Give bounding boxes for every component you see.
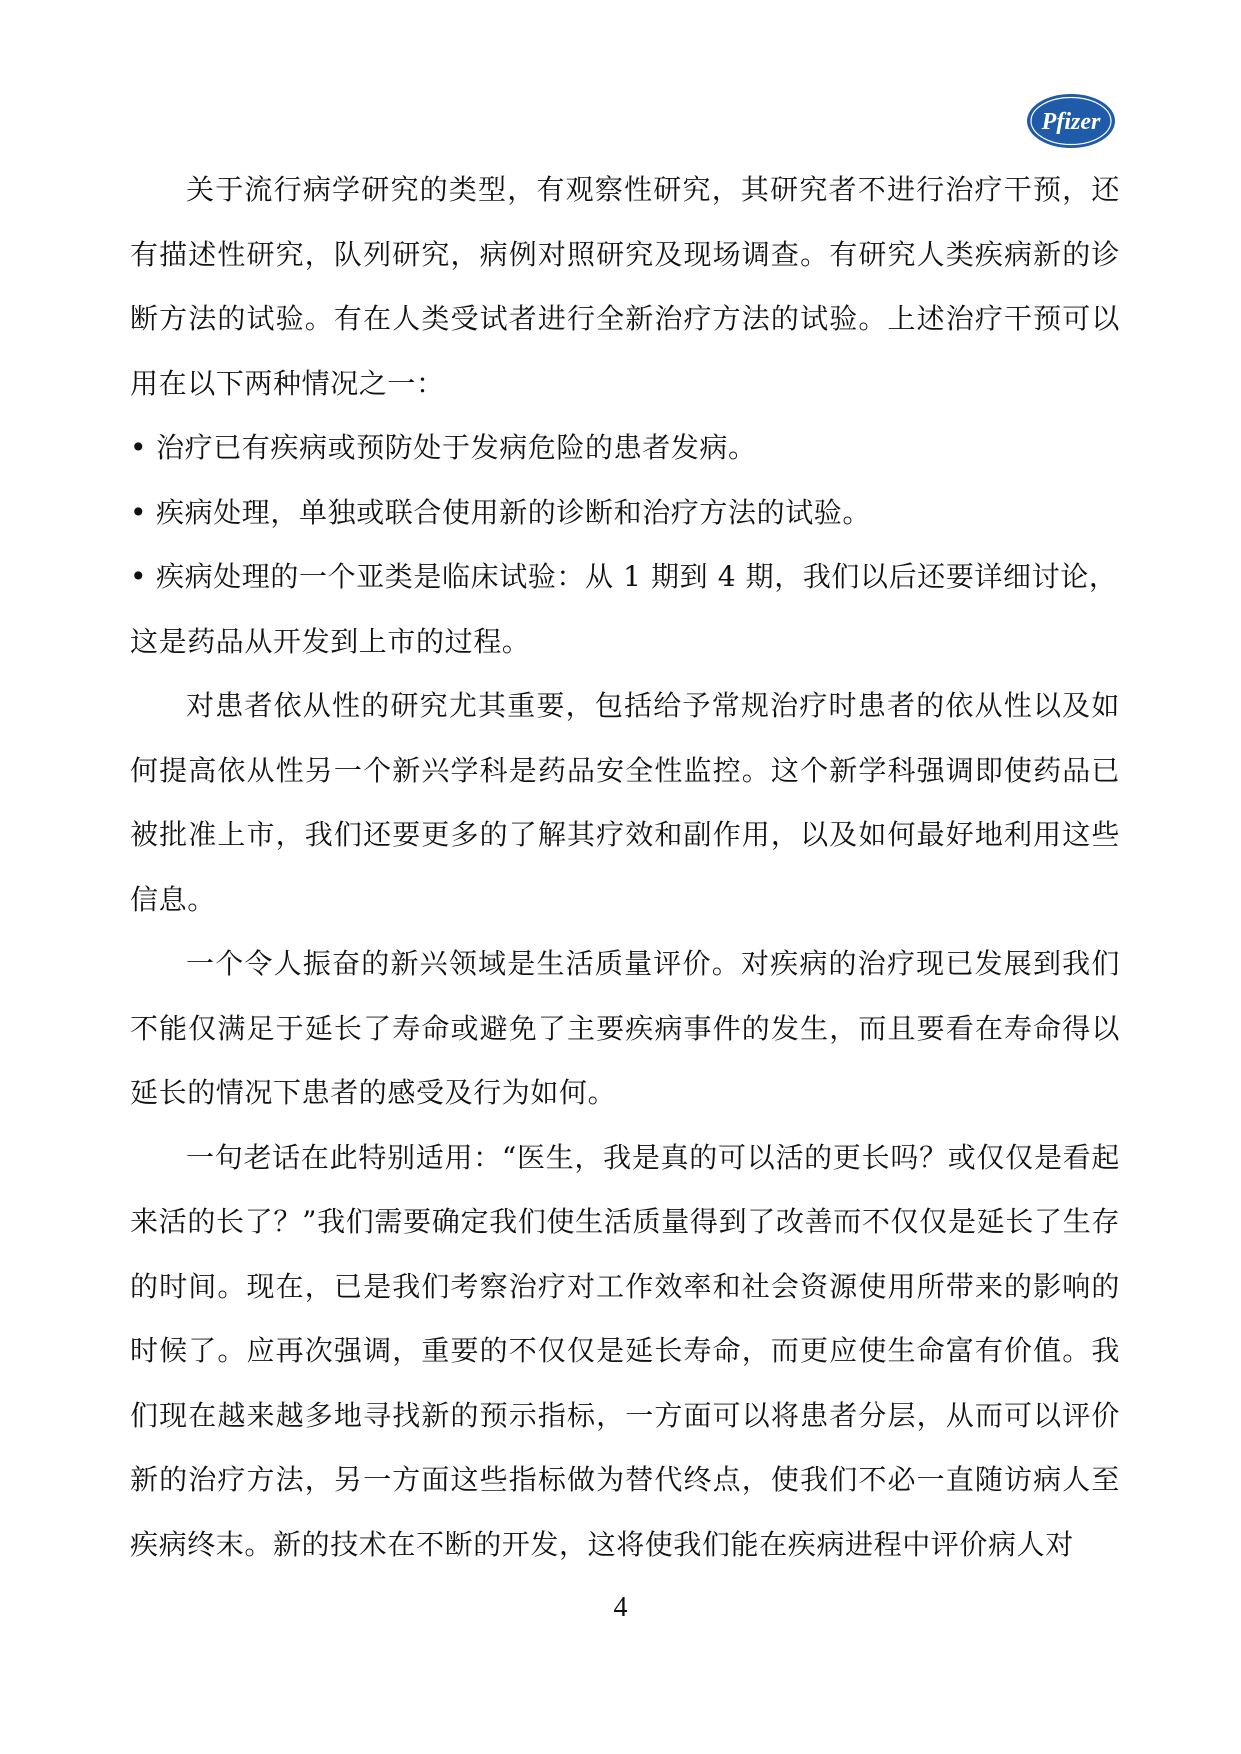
bullet-item-3-continuation: 这是药品从开发到上市的过程。 — [130, 624, 531, 658]
paragraph-quality-of-life: 一个令人振奋的新兴领域是生活质量评价。对疾病的治疗现已发展到我们不能仅满足于延长了寿命或避免了主要疾病事件的发生，而且要看在寿命得以延长的情况下患者的感受及行为如何。 — [130, 947, 1120, 1109]
bullet-symbol: • — [130, 431, 148, 464]
bullet-text: 治疗已有疾病或预防处于发病危险的患者发病。 — [156, 431, 757, 464]
logo-text: Pfizer — [1041, 109, 1101, 135]
pfizer-logo-icon — [1025, 92, 1117, 150]
paragraph-epidemiology-types: 关于流行病学研究的类型，有观察性研究，其研究者不进行治疗干预，还有描述性研究，队列研究，病例对照研究及现场调查。有研究人类疾病新的诊断方法的试验。有在人类受试者进行全新治疗方法的试验。上述治疗干预可以用在以下两种情况之一： — [130, 173, 1120, 400]
bullet-text: 疾病处理，单独或联合使用新的诊断和治疗方法的试验。 — [156, 495, 872, 529]
bullet-symbol: • — [130, 560, 148, 593]
bullet-text: 疾病处理的一个亚类是临床试验：从 1 期到 4 期，我们以后还要详细讨论， — [156, 560, 1118, 593]
document-body — [130, 158, 1120, 1577]
paragraph-old-saying: 一句老话在此特别适用：“医生，我是真的可以活的更长吗？或仅仅是看起来活的长了？”我们需要确定我们使生活质量得到了改善而不仅仅是延长了生存的时间。现在，已是我们考察治疗对工作效率和社会资源使用所带来的影响的时候了。应再次强调，重要的不仅仅是延长寿命，而更应使生命富有价值。我们现在越来越多地寻找新的预示指标，一方面可以将患者分层，从而可以评价新的治疗方法，另一方面这些指标做为替代终点，使我们不必一直随访病人至疾病终末。新的技术在不断的开发，这将使我们能在疾病进程中评价病人对 — [130, 1140, 1120, 1561]
bullet-symbol: • — [130, 495, 148, 529]
paragraph-compliance: 对患者依从性的研究尤其重要，包括给予常规治疗时患者的依从性以及如何提高依从性另一个新兴学科是药品安全性监控。这个新学科强调即使药品已被批准上市，我们还要更多的了解其疗效和副作用，以及如何最好地利用这些信息。 — [130, 689, 1120, 916]
bullet-item-3 — [130, 545, 1120, 610]
bullet-item-2 — [130, 481, 1120, 546]
pfizer-logo — [1025, 92, 1117, 150]
page-number: 4 — [613, 1592, 628, 1623]
bullet-item-1 — [130, 416, 1120, 481]
